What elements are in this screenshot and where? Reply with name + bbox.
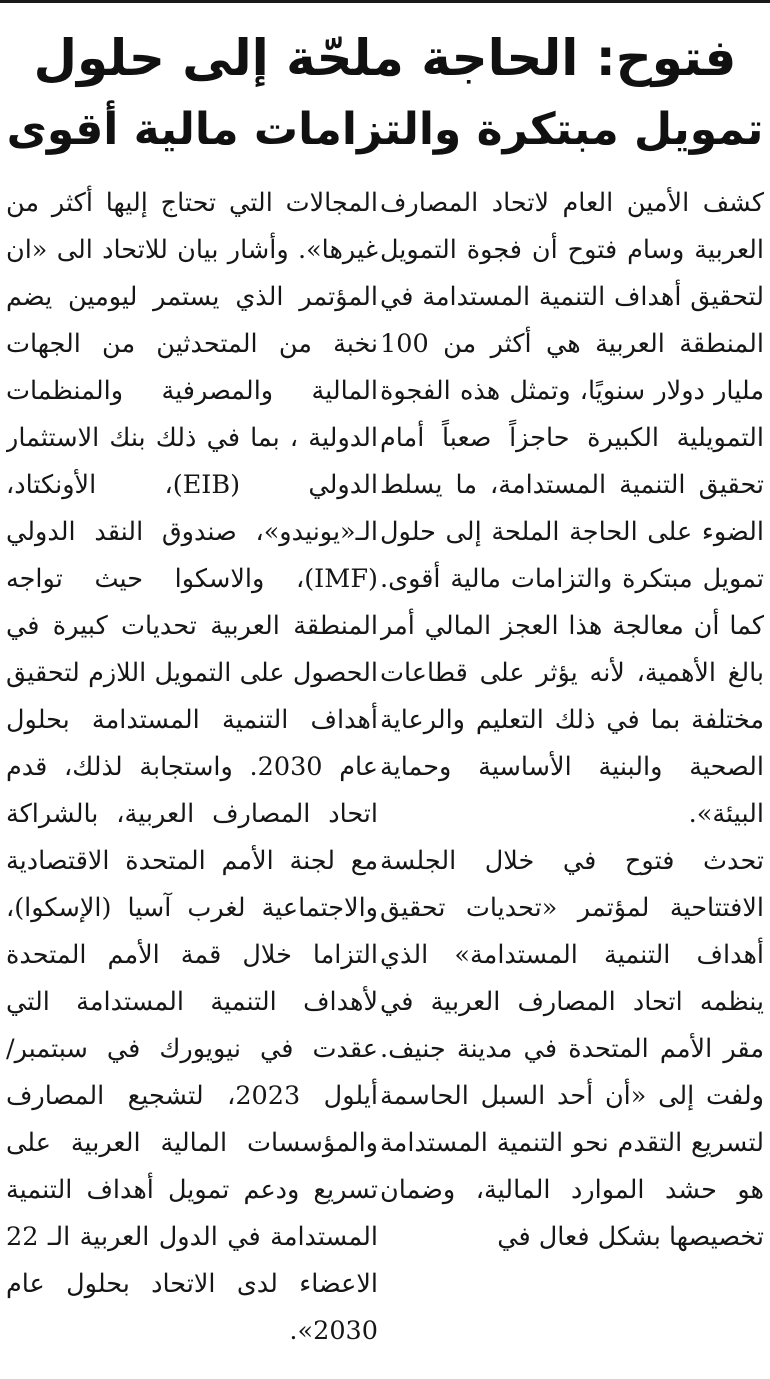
paragraph-3: المجالات التي تحتاج إليها أكثر من غيرها». وأشار بيان للاتحاد الى «ان المؤتمر الذي يستمر ليومين يضم نخبة من المتحدثين من الجهات المالية والمصرفية والمنظمات الدولية ، بما في ذلك بنك الاستثمار الدولي (EIB)، الأونكتاد، الـ«يونيدو»، صندوق النقد الدولي (IMF)، والاسكوا حيث تواجه المنطقة العربية تحديات كبيرة في الحصول على التمويل اللازم لتحقيق أهداف التنمية المستدامة بحلول عام 2030. واستجابة لذلك، قدم اتحاد المصارف العربية، بالشراكة مع لجنة الأمم المتحدة الاقتصادية والاجتماعية لغرب آسيا (الإسكوا)، التزاما خلال قمة الأمم المتحدة لأهداف التنمية المستدامة التي عقدت في نيويورك في سبتمبر/أيلول 2023، لتشجيع المصارف والمؤسسات المالية العربية على تسريع ودعم تمويل أهداف التنمية المستدامة في الدول العربية الـ 22 الاعضاء لدى الاتحاد بحلول عام 2030». [6,188,378,1346]
paragraph-1: كشف الأمين العام لاتحاد المصارف العربية وسام فتوح أن فجوة التمويل لتحقيق أهداف التنمية المستدامة في المنطقة العربية هي أكثر من 100 مليار دولار سنويًا، وتمثل هذه الفجوة التمويلية الكبيرة حاجزاً صعباً أمام تحقيق التنمية المستدامة، ما يسلط الضوء على الحاجة الملحة إلى حلول تمويل مبتكرة والتزامات مالية أقوى. كما أن معالجة هذا العجز المالي أمر بالغ الأهمية، لأنه يؤثر على قطاعات مختلفة بما في ذلك التعليم والرعاية الصحية والبنية الأساسية وحماية البيئة». [380,188,764,829]
article-column-left [6,180,378,1370]
headline [6,22,764,166]
article-column-right [380,180,764,1370]
top-rule [0,0,770,3]
headline-line-1: فتوح: الحاجة ملحّة إلى حلول [33,29,737,87]
paragraph-2: تحدث فتوح في خلال الجلسة الافتتاحية لمؤتمر «تحديات تحقيق أهداف التنمية المستدامة» الذي ينظمه اتحاد المصارف العربية في مقر الأمم المتحدة في مدينة جنيف. ولفت إلى «أن أحد السبل الحاسمة لتسريع التقدم نحو التنمية المستدامة هو حشد الموارد المالية، وضمان تخصيصها بشكل فعال في [380,846,764,1252]
headline-line-2: تمويل مبتكرة والتزامات مالية أقوى [6,104,764,155]
